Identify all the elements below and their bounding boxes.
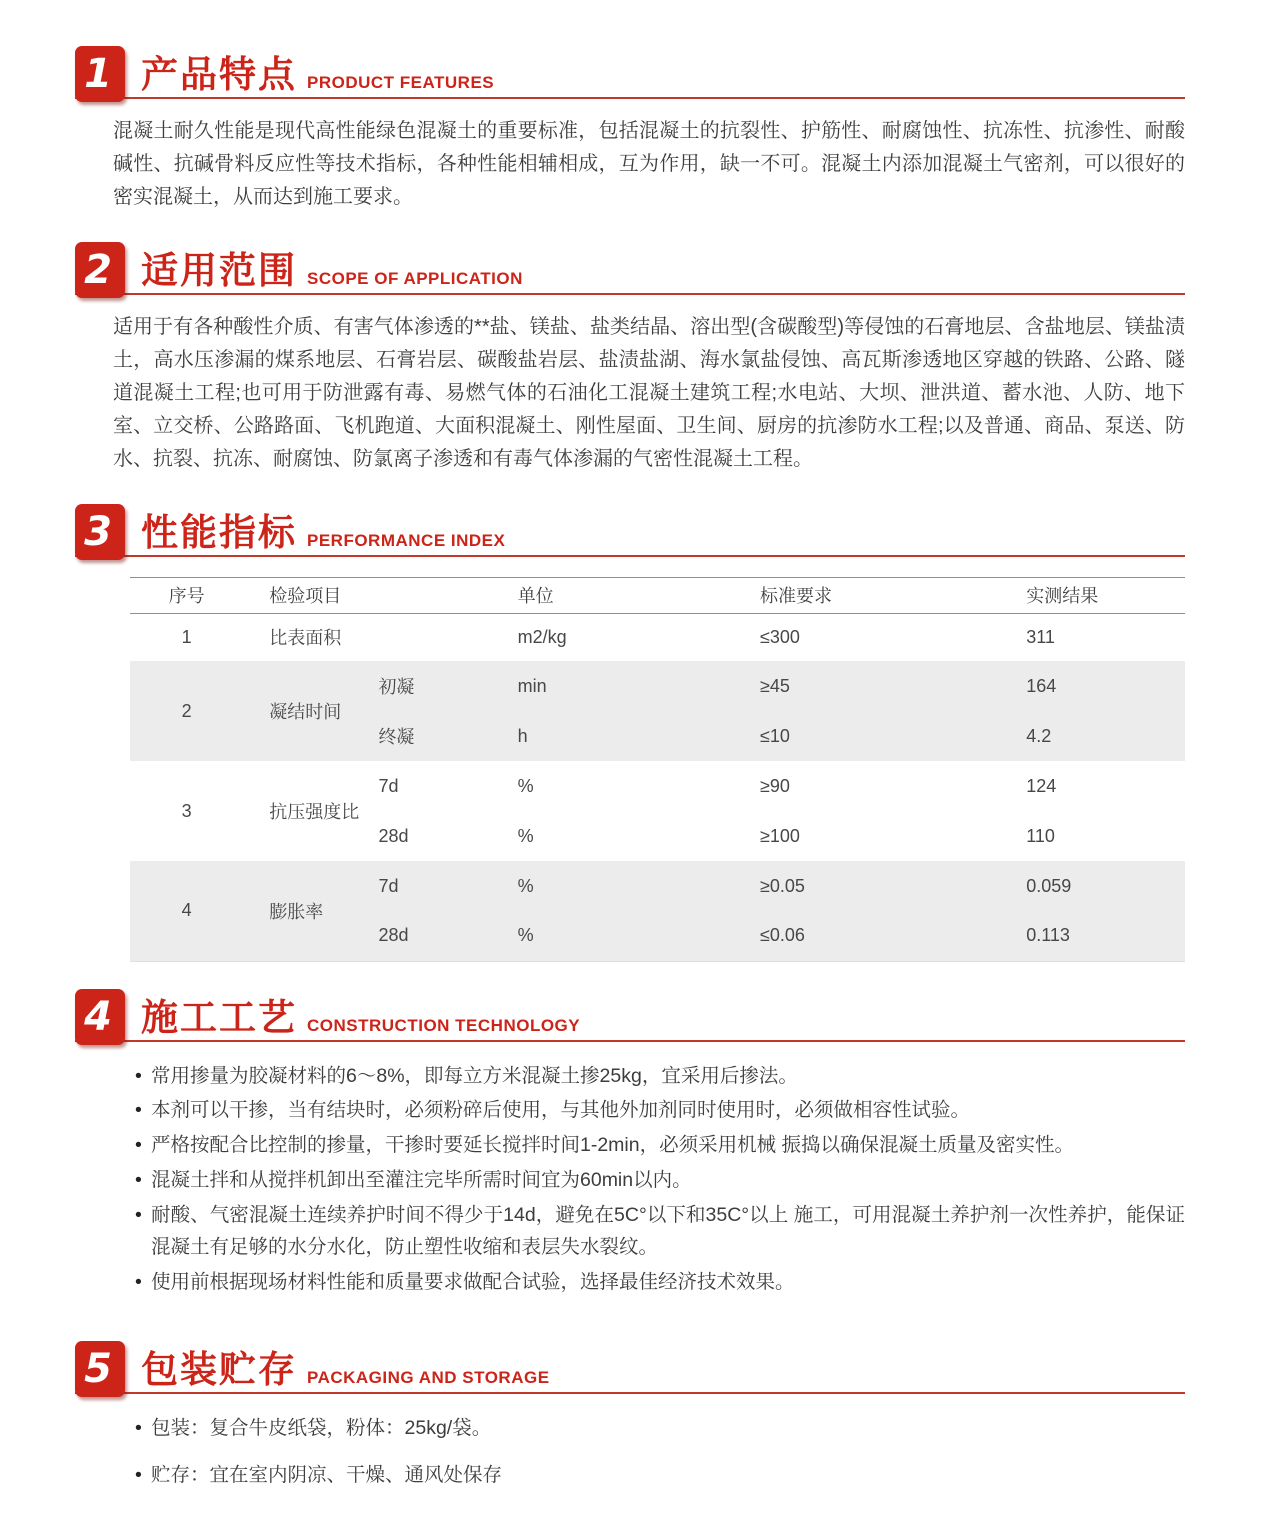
section-construction-technology: [75, 989, 1185, 1299]
section-product-features: [75, 46, 1185, 215]
section-3-title: 性能指标: [141, 511, 297, 553]
section-2-subtitle-en: SCOPE OF APPLICATION: [307, 268, 523, 288]
bullet-item: • 严格按配合比控制的掺量，干掺时要延长搅拌时间1-2min，必须采用机械 振捣以确保混凝土质量及密实性。: [135, 1129, 1185, 1162]
product-features-paragraph: 混凝土耐久性能是现代高性能绿色混凝土的重要标准，包括混凝土的抗裂性、护筋性、耐腐蚀性、抗冻性、抗渗性、耐酸碱性、抗碱骨料反应性等技术指标，各种性能相辅相成，互为作用，缺一不可。混凝土内添加混凝土气密剂，可以很好的密实混凝土，从而达到施工要求。: [113, 120, 1185, 209]
table-cell: 28d: [378, 925, 409, 946]
header-cell-result: 实测结果: [1026, 586, 1099, 606]
section-2-number: 2: [84, 246, 112, 293]
table-cell: 4: [181, 900, 192, 921]
scope-of-application-paragraph: 适用于有各种酸性介质、有害气体渗透的**盐、镁盐、盐类结晶、溶出型(含碳酸型)等侵蚀的石膏地层、含盐地层、镁盐渍土，高水压渗漏的煤系地层、石膏岩层、碳酸盐岩层、盐渍盐湖、海水氯盐侵蚀、高瓦斯渗透地区穿越的铁路、公路、隧道混凝土工程;也可用于防泄露有毒、易燃气体的石油化工混凝土建筑工程;水电站、大坝、泄洪道、蓄水池、人防、地下室、立交桥、公路路面、飞机跑道、大面积混凝土、刚性屋面、卫生间、厨房的抗渗防水工程;以及普通、商品、泵送、防水、抗裂、抗冻、耐腐蚀、防氯离子渗透和有毒气体渗漏的气密性混凝土工程。: [113, 315, 1185, 471]
table-cell: %: [517, 875, 534, 896]
section-4-number: 4: [84, 993, 112, 1040]
table-row: [130, 661, 1185, 711]
table-row: [130, 761, 1185, 811]
table-cell: min: [517, 675, 547, 696]
table-cell: ≥100: [759, 825, 800, 846]
table-cell: 110: [1026, 825, 1055, 846]
bullet-item: • 使用前根据现场材料性能和质量要求做配合试验，选择最佳经济技术效果。: [135, 1266, 1185, 1299]
bullet-item: • 耐酸、气密混凝土连续养护时间不得少于14d，避免在5C°以下和35C°以上 施工，可用混凝土养护剂一次性养护，能保证混凝土有足够的水分水化，防止塑性收缩和表层失水裂纹。: [135, 1199, 1185, 1265]
bullet-item: • 包装：复合牛皮纸袋，粉体：25kg/袋。: [135, 1412, 1185, 1445]
table-cell: [362, 613, 481, 661]
section-2-title: 适用范围: [141, 249, 297, 291]
table-cell: 终凝: [378, 727, 415, 747]
section-5-number-badge: [75, 1341, 125, 1397]
performance-table: [130, 577, 1185, 962]
bullet-item: • 常用掺量为胶凝材料的6～8%，即每立方米混凝土掺25kg，宜采用后掺法。: [135, 1060, 1185, 1093]
section-5-subtitle-en: PACKAGING AND STORAGE: [307, 1367, 550, 1387]
table-cell: 0.059: [1026, 875, 1072, 896]
table-cell: 凝结时间: [269, 702, 342, 722]
section-5-header: [75, 1341, 1185, 1394]
header-cell-no: 序号: [168, 586, 205, 606]
performance-table-header-row: [130, 577, 1185, 613]
section-1-title: 产品特点: [141, 54, 297, 95]
bullet-item: • 贮存：宜在室内阴凉、干燥、通风处保存: [135, 1459, 1185, 1492]
section-packaging-storage: [75, 1341, 1185, 1492]
table-cell: 124: [1026, 775, 1057, 796]
table-cell: %: [517, 925, 534, 946]
section-2-header: [75, 242, 1185, 295]
section-4-subtitle-en: CONSTRUCTION TECHNOLOGY: [307, 1015, 581, 1035]
table-cell: m2/kg: [517, 626, 567, 647]
performance-table-body: [130, 613, 1185, 961]
table-cell: ≤10: [759, 725, 790, 746]
table-cell: %: [517, 825, 534, 846]
table-cell: ≥90: [759, 775, 790, 796]
table-cell: 膨胀率: [269, 901, 324, 922]
table-cell: 28d: [378, 825, 409, 846]
section-3-number-badge: [75, 504, 125, 560]
section-5-title: 包装贮存: [141, 1348, 297, 1390]
section-performance-index: [75, 504, 1185, 962]
section-3-subtitle-en: PERFORMANCE INDEX: [307, 530, 506, 550]
packaging-storage-bullet-list: [135, 1412, 1185, 1492]
table-cell: 初凝: [378, 677, 415, 697]
bullet-item: • 混凝土拌和从搅拌机卸出至灌注完毕所需时间宜为60min以内。: [135, 1164, 1185, 1197]
table-cell: ≥45: [759, 675, 790, 696]
table-cell: %: [517, 775, 534, 796]
table-cell: 1: [181, 626, 192, 647]
table-row: [130, 861, 1185, 911]
table-cell: 7d: [378, 875, 399, 896]
section-scope-of-application: [75, 242, 1185, 477]
section-2-number-badge: [75, 242, 125, 298]
table-cell: ≤300: [759, 626, 800, 647]
table-cell: ≥0.05: [759, 875, 805, 896]
section-4-header: [75, 989, 1185, 1042]
section-5-number: 5: [84, 1345, 112, 1392]
section-1-number: 1: [84, 51, 112, 97]
header-cell-item: 检验项目: [269, 586, 342, 606]
table-cell: 4.2: [1026, 725, 1052, 746]
section-4-number-badge: [75, 989, 125, 1045]
header-cell-unit: 单位: [517, 586, 554, 606]
table-cell: 抗压强度比: [269, 802, 360, 822]
section-1-header: [75, 46, 1185, 99]
section-3-number: 3: [84, 508, 112, 555]
section-1-subtitle-en: PRODUCT FEATURES: [307, 73, 495, 92]
section-4-title: 施工工艺: [141, 996, 297, 1038]
table-cell: h: [517, 725, 528, 746]
construction-technology-bullet-list: [135, 1060, 1185, 1299]
header-cell-requirement: 标准要求: [759, 586, 832, 606]
bullet-item: • 本剂可以干掺，当有结块时，必须粉碎后使用，与其他外加剂同时使用时，必须做相容性试验。: [135, 1094, 1185, 1127]
table-cell: 比表面积: [269, 628, 342, 649]
table-cell: 0.113: [1026, 925, 1070, 946]
table-cell: 311: [1026, 626, 1055, 647]
section-3-header: [75, 504, 1185, 557]
table-cell: 164: [1026, 675, 1057, 696]
section-1-number-badge: [75, 46, 125, 102]
table-row: [130, 613, 1185, 661]
table-cell: 7d: [378, 775, 399, 796]
table-cell: 2: [181, 700, 192, 721]
table-cell: ≤0.06: [759, 925, 805, 946]
table-cell: 3: [181, 800, 192, 821]
